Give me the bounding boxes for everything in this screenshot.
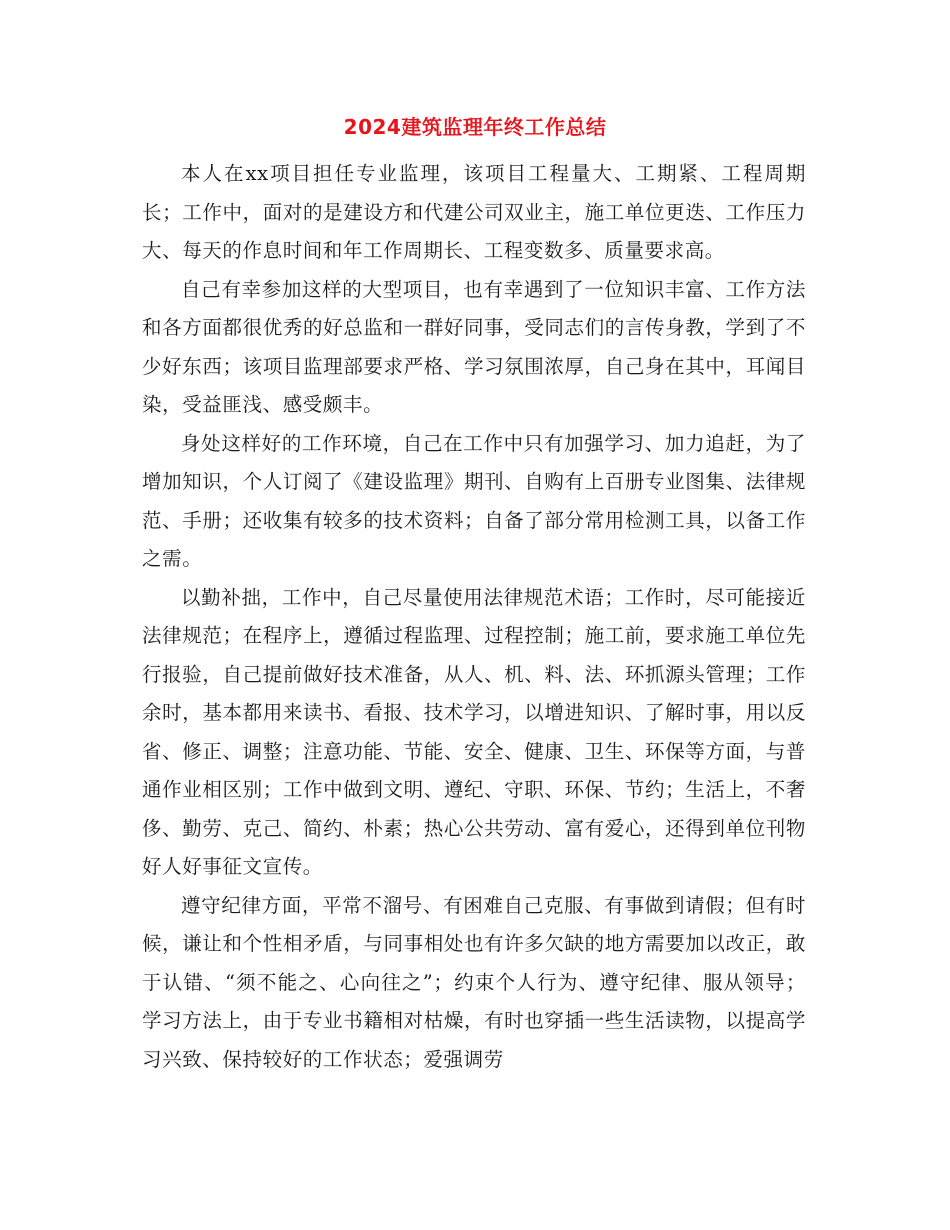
paragraph-3: 身处这样好的工作环境，自己在工作中只有加强学习、加力追赶，为了增加知识，个人订阅了《建设监理》期刊、自购有上百册专业图集、法律规范、手册；还收集有较多的技术资料；自备了部分常用检测工具，以备工作之需。 bbox=[142, 431, 806, 570]
paragraph-4: 以勤补拙，工作中，自己尽量使用法律规范术语；工作时，尽可能接近法律规范；在程序上，遵循过程监理、过程控制；施工前，要求施工单位先行报验，自己提前做好技术准备，从人、机、料、法、环抓源头管理；工作余时，基本都用来读书、看报、技术学习，以增进知识、了解时事，用以反省、修正、调整；注意功能、节能、安全、健康、卫生、环保等方面，与普通作业相区别；工作中做到文明、遵纪、守职、环保、节约；生活上，不奢侈、勤劳、克己、简约、朴素；热心公共劳动、富有爱心，还得到单位刊物好人好事征文宣传。 bbox=[142, 585, 806, 878]
paragraph-1: 本人在xx项目担任专业监理，该项目工程量大、工期紧、工程周期长；工作中，面对的是建设方和代建公司双业主，施工单位更迭、工作压力大、每天的作息时间和年工作周期长、工程变数多、质量要求高。 bbox=[142, 162, 806, 262]
paragraph-2: 自己有幸参加这样的大型项目，也有幸遇到了一位知识丰富、工作方法和各方面都很优秀的好总监和一群好同事，受同志们的言传身教，学到了不少好东西；该项目监理部要求严格、学习氛围浓厚，自己身在其中，耳闻目染，受益匪浅、感受颇丰。 bbox=[142, 277, 806, 416]
document-title: 2024建筑监理年终工作总结 bbox=[343, 115, 607, 139]
paragraph-5: 遵守纪律方面，平常不溜号、有困难自己克服、有事做到请假；但有时候，谦让和个性相矛盾，与同事相处也有许多欠缺的地方需要加以改正，敢于认错、“须不能之、心向往之”；约束个人行为、遵守纪律、服从领导；学习方法上，由于专业书籍相对枯燥，有时也穿插一些生活读物，以提高学习兴致、保持较好的工作状态；爱强调劳 bbox=[142, 893, 806, 1071]
document-body bbox=[142, 155, 806, 1079]
